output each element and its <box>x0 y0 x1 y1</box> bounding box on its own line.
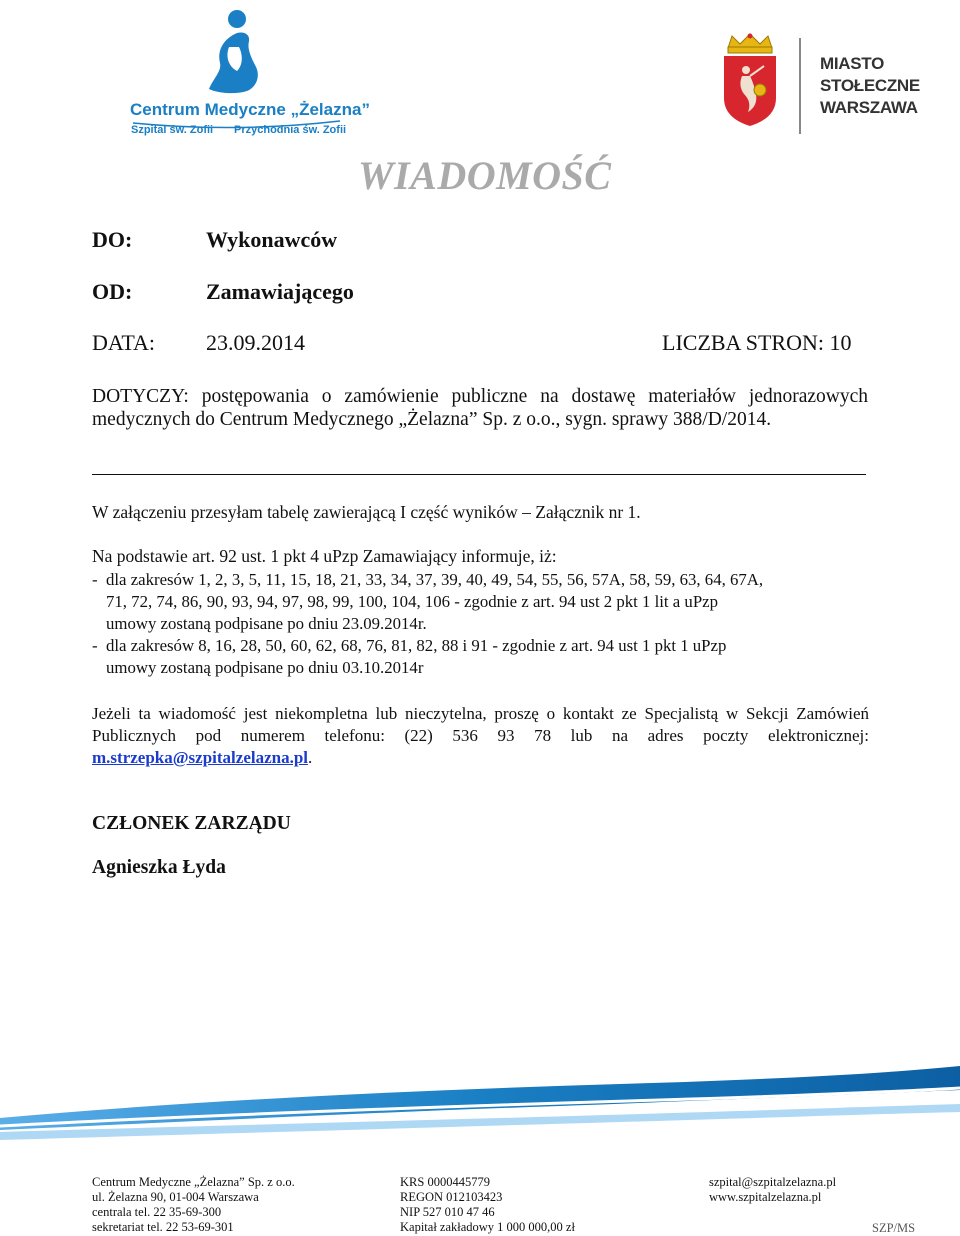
footer-line: KRS 0000445779 <box>400 1175 490 1189</box>
logo-subtitle-clinic: Przychodnia św. Zofii <box>234 124 347 136</box>
list-item <box>92 569 869 635</box>
city-name-line1: MIASTO <box>820 54 885 73</box>
footer-line: sekretariat tel. 22 53-69-301 <box>92 1220 234 1234</box>
footer-line: centrala tel. 22 35-69-300 <box>92 1205 222 1219</box>
divider-line <box>92 474 866 475</box>
footer-line: NIP 527 010 47 46 <box>400 1205 495 1219</box>
logo-name: Centrum Medyczne „Żelazna” <box>130 100 370 119</box>
to-label: DO: <box>92 227 133 252</box>
list-item-line: umowy zostaną podpisane po dniu 23.09.2014r. <box>106 614 427 633</box>
pages-value: 10 <box>829 330 852 355</box>
subject-label: DOTYCZY: <box>92 386 189 407</box>
footer-line: Centrum Medyczne „Żelazna” Sp. z o.o. <box>92 1175 295 1189</box>
logo-subtitle-hospital: Szpital św. Zofii <box>131 124 214 136</box>
contact-paragraph <box>92 703 869 769</box>
contact-end: . <box>308 748 313 767</box>
pages-count <box>662 330 851 356</box>
city-name-line2: STOŁECZNE <box>820 76 920 95</box>
document-title: WIADOMOŚĆ <box>358 153 612 198</box>
list-dash: - <box>92 570 98 589</box>
date-label: DATA: <box>92 330 156 355</box>
footer-contact <box>709 1175 836 1205</box>
date-value: 23.09.2014 <box>206 330 305 355</box>
footer-registry <box>400 1175 575 1235</box>
to-value: Wykonawców <box>206 227 338 252</box>
list-item <box>92 635 869 679</box>
footer-line: ul. Żelazna 90, 01-004 Warszawa <box>92 1190 259 1204</box>
attachment-line: W załączeniu przesyłam tabelę zawierającą I część wyników – Załącznik nr 1. <box>92 502 641 522</box>
city-name-line3: WARSZAWA <box>820 98 918 117</box>
logo-divider <box>799 38 801 134</box>
contact-text: Jeżeli ta wiadomość jest niekompletna lub nieczytelna, proszę o kontakt ze Specjalistą w Sekcji Zamówień Publicznych pod numerem telefonu: (22) 536 93 78 lub na adres poczty elektronicznej: <box>92 704 869 745</box>
list-item-line: dla zakresów 1, 2, 3, 5, 11, 15, 18, 21, 33, 34, 37, 39, 40, 49, 54, 55, 56, 57A, 58, 59, 63, 64, 67A, <box>106 570 764 589</box>
list-item-line: 71, 72, 74, 86, 90, 93, 94, 97, 98, 99, 100, 104, 106 - zgodnie z art. 94 ust 2 pkt 1 lit a uPzp <box>106 592 718 611</box>
from-label: OD: <box>92 279 133 304</box>
list-dash: - <box>92 636 98 655</box>
basis-line: Na podstawie art. 92 ust. 1 pkt 4 uPzp Zamawiający informuje, iż: <box>92 546 557 566</box>
signature-name: Agnieszka Łyda <box>92 857 226 878</box>
email-link[interactable]: m.strzepka@szpitalzelazna.pl <box>92 748 309 767</box>
footer-website[interactable]: www.szpitalzelazna.pl <box>709 1190 822 1204</box>
list-item-line: umowy zostaną podpisane po dniu 03.10.2014r <box>106 658 424 677</box>
document-tag: SZP/MS <box>872 1221 916 1235</box>
warsaw-coat-of-arms-icon <box>720 32 780 127</box>
signature-role: CZŁONEK ZARZĄDU <box>92 813 291 834</box>
blue-wave-decoration <box>0 1060 960 1150</box>
subject <box>92 385 868 431</box>
footer-email[interactable]: szpital@szpitalzelazna.pl <box>709 1175 837 1189</box>
footer-company <box>92 1175 295 1235</box>
subject-text: postępowania o zamówienie publiczne na dostawę materiałów jednorazowych medycznych do Centrum Medycznego „Żelazna” Sp. z o.o., sygn. sprawy 388/D/2014. <box>92 386 869 430</box>
list-item-line: dla zakresów 8, 16, 28, 50, 60, 62, 68, 76, 81, 82, 88 i 91 - zgodnie z art. 94 ust 1 pkt 1 uPzp <box>106 636 727 655</box>
footer-line: REGON 012103423 <box>400 1190 503 1204</box>
from-value: Zamawiającego <box>206 279 354 304</box>
footer-line: Kapitał zakładowy 1 000 000,00 zł <box>400 1220 575 1234</box>
pages-label: LICZBA STRON: <box>662 330 824 355</box>
